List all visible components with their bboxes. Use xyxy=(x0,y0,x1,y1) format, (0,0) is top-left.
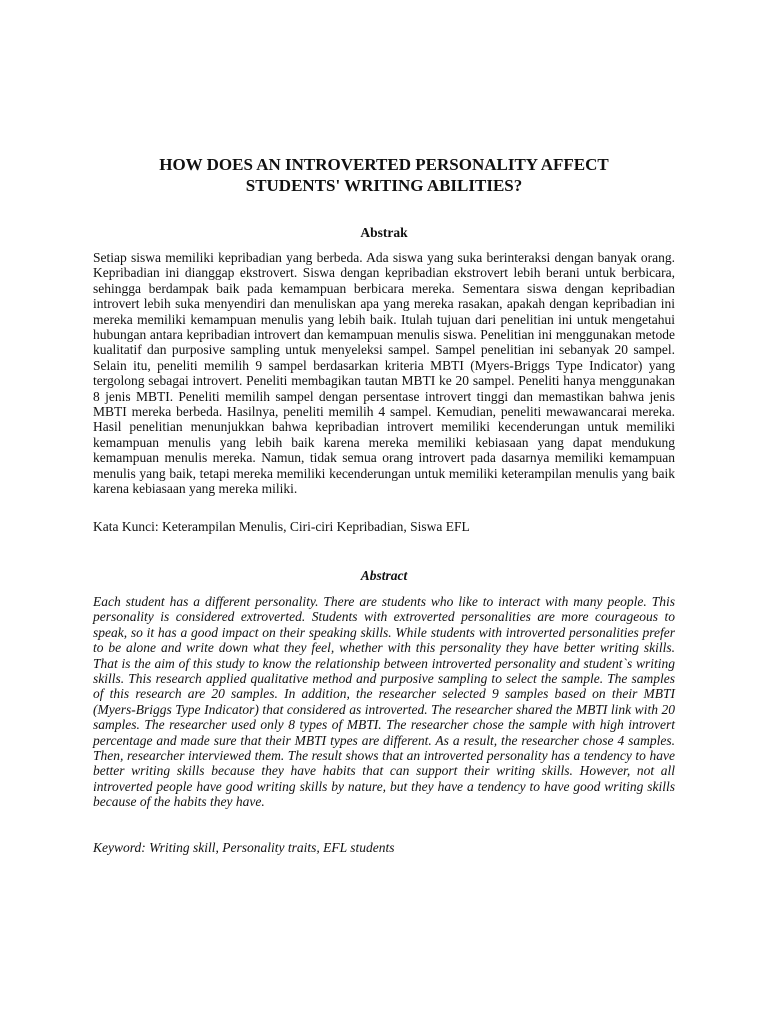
keywords: Keyword: Writing skill, Personality traits, EFL students xyxy=(93,840,395,855)
abstrak-text: Setiap siswa memiliki kepribadian yang berbeda. Ada siswa yang suka berinteraksi dengan banyak orang. Kepribadian ini dianggap ekstrovert. Siswa dengan kepribadian ekstrovert lebih berani untuk berbicara, sehingga berdampak baik pada kemampuan berbicara mereka. Sementara siswa dengan kepribadian introvert lebih suka menyendiri dan menuliskan apa yang mereka rasakan, apakah dengan kepribadian ini mereka memiliki kemampuan menulis yang lebih baik. Itulah tujuan dari penelitian ini untuk mengetahui hubungan antara kepribadian introvert dan kemampuan menulis siswa. Penelitian ini menggunakan metode kualitatif dan purposive sampling untuk menyeleksi sampel. Sampel penelitian ini sebanyak 20 sampel. Selain itu, peneliti memilih 9 sampel berdasarkan kriteria MBTI (Myers-Briggs Type Indicator) yang tergolong sebagai introvert. Peneliti membagikan tautan MBTI ke 20 sampel. Peneliti hanya menggunakan 8 jenis MBTI. Peneliti memilih sampel dengan persentase introvert tinggi dan memastikan bahwa jenis MBTI mereka berbeda. Hasilnya, peneliti memilih 4 sampel. Kemudian, peneliti mewawancarai mereka. Hasil penelitian menunjukkan bahwa kepribadian introvert memiliki kecenderungan untuk memiliki kemampuan menulis yang lebih baik karena mereka memiliki kebiasaan yang dapat mendukung kemampuan menulis mereka. Namun, tidak semua orang introvert pada dasarnya memiliki kemampuan menulis yang baik, tetapi mereka memiliki kecenderungan untuk memiliki keterampilan menulis yang baik karena kebiasaan yang mereka miliki. xyxy=(93,250,675,497)
paper-title-line-1: HOW DOES AN INTROVERTED PERSONALITY AFFECT xyxy=(159,155,609,174)
paper-title-line-2: STUDENTS' WRITING ABILITIES? xyxy=(245,176,523,195)
abstract-heading: Abstract xyxy=(360,568,408,583)
abstract-text: Each student has a different personality. There are students who like to interact with many people. This personality is considered extroverted. Students with extroverted personalities are more courageous to speak, so it has a good impact on their speaking skills. While students with introverted personalities prefer to be alone and write down what they feel, whether with this personality they have better writing skills. That is the aim of this study to know the relationship between introverted personality and student`s writing skills. This research applied qualitative method and purposive sampling to select the sample. The samples of this research are 20 samples. In addition, the researcher selected 9 samples based on their MBTI (Myers-Briggs Type Indicator) that considered as introverted. The researcher shared the MBTI link with 20 samples. The researcher used only 8 types of MBTI. The researcher chose the sample with high introvert percentage and made sure that their MBTI types are different. As a result, the researcher chose 4 samples. Then, researcher interviewed them. The result shows that an introverted personality has a tendency to have better writing skills because they have habits that can support their writing skills. However, not all introverted people have good writing skills by nature, but they have a tendency to have good writing skills because of the habits they have. xyxy=(93,594,675,810)
abstrak-heading: Abstrak xyxy=(360,225,408,240)
kata-kunci: Kata Kunci: Keterampilan Menulis, Ciri-ciri Kepribadian, Siswa EFL xyxy=(93,519,470,534)
paper-title xyxy=(93,154,675,196)
